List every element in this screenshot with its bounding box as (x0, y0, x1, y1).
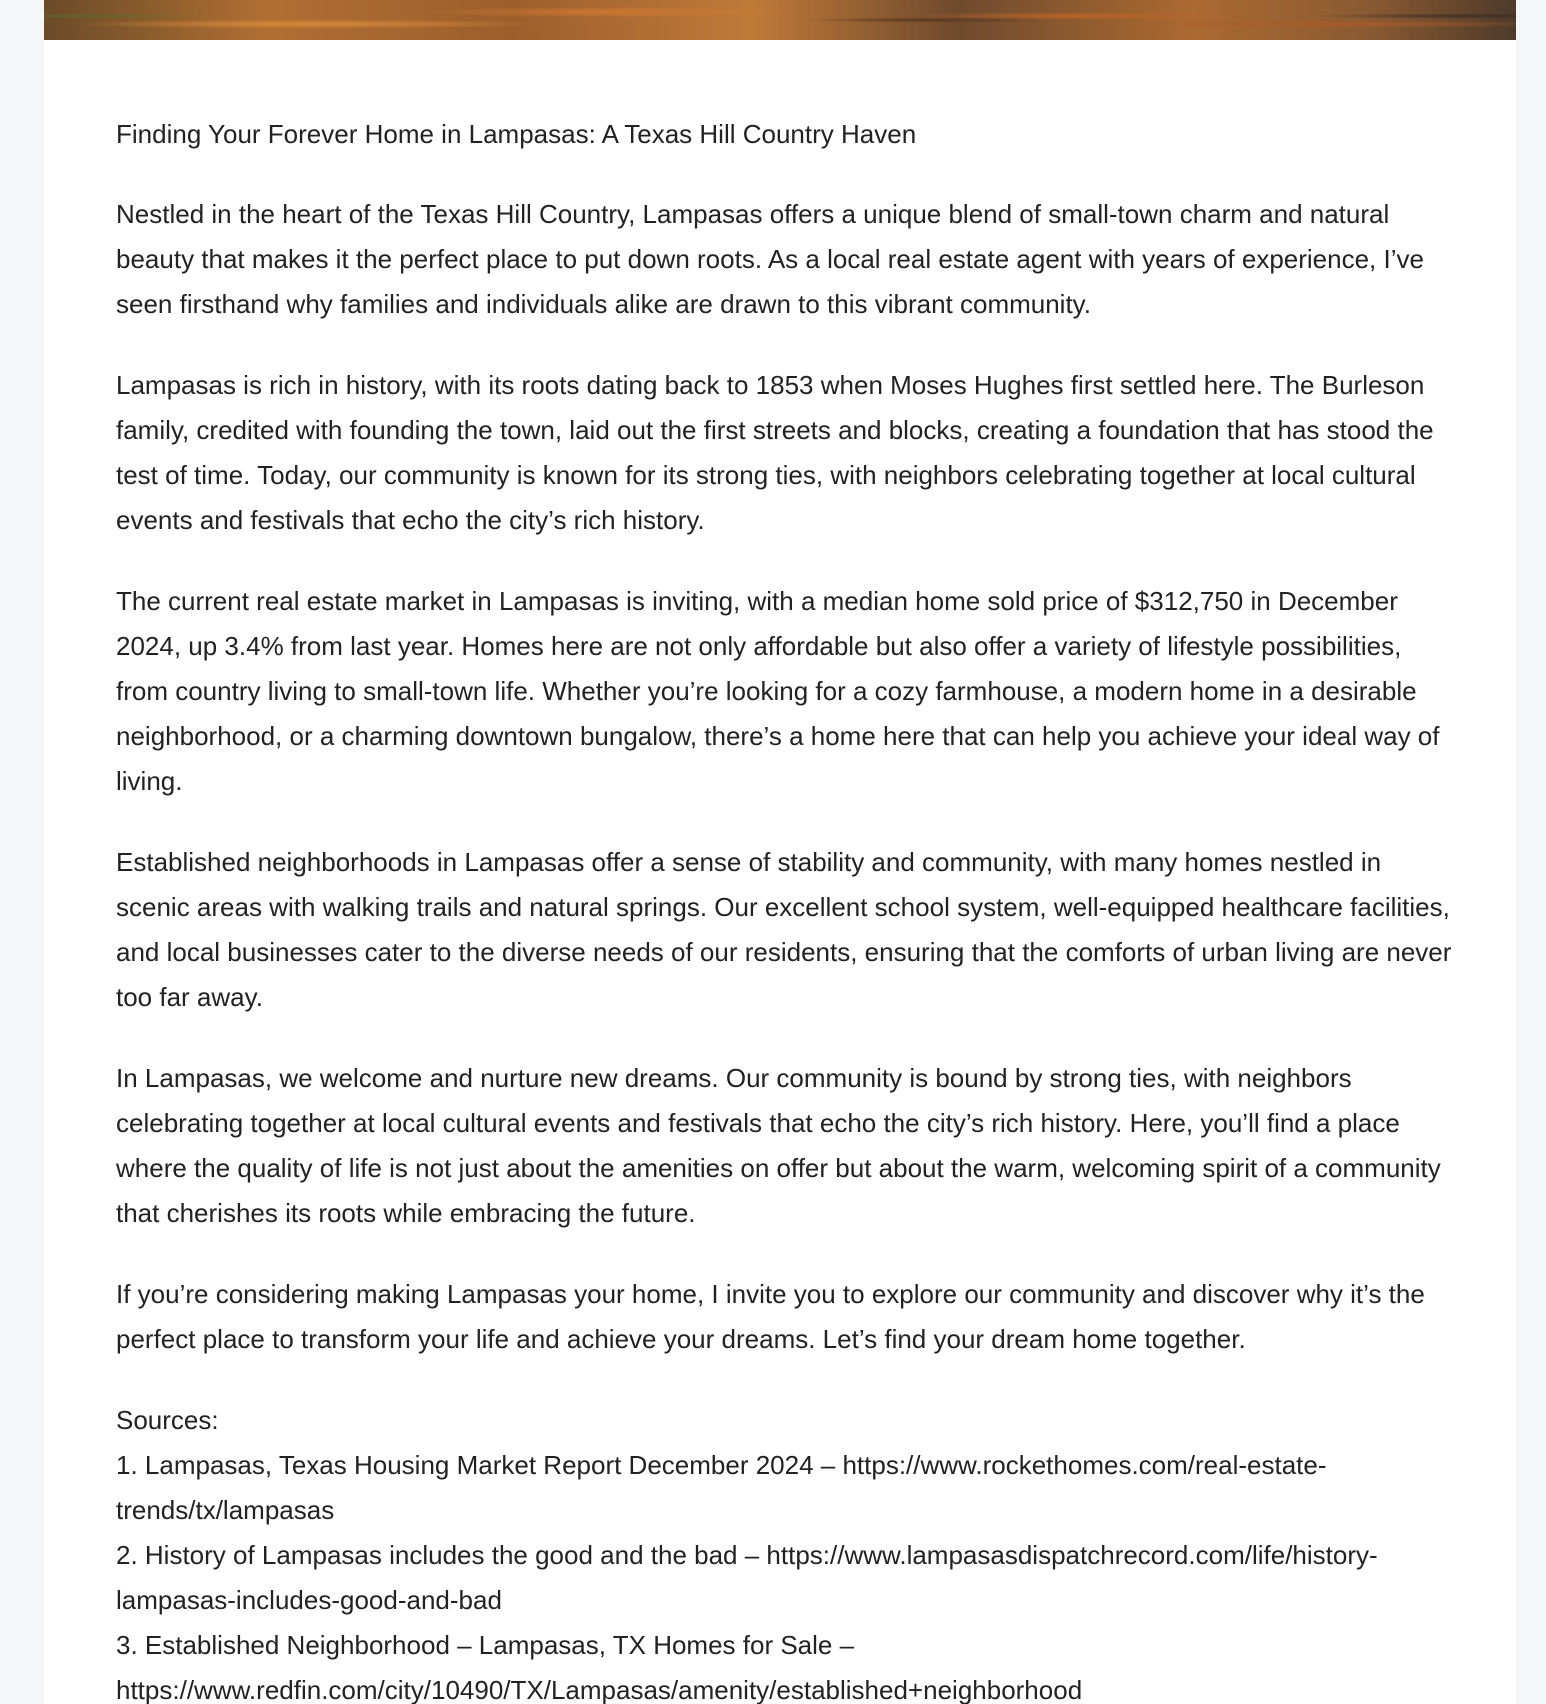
article-paragraph-neighborhoods: Established neighborhoods in Lampasas offer a sense of stability and community, with many homes nestled in scenic areas with walking trails and natural springs. Our excellent school system, well-equipped healthcare facilities, and local businesses cater to the diverse needs of our residents, ensuring that the comforts of urban living are never too far away. (116, 847, 1452, 1012)
source-item: 1. Lampasas, Texas Housing Market Report December 2024 – https://www.rockethomes.com/real-estate-trends/tx/lampasas (116, 1450, 1327, 1525)
article-paragraph-closing: If you’re considering making Lampasas your home, I invite you to explore our community and discover why it’s the perfect place to transform your life and achieve your dreams. Let’s find your dream home together. (116, 1279, 1425, 1354)
article-paragraph-intro: Nestled in the heart of the Texas Hill Country, Lampasas offers a unique blend of small-town charm and natural beauty that makes it the perfect place to put down roots. As a local real estate agent with years of experience, I’ve seen firsthand why families and individuals alike are drawn to this vibrant community. (116, 199, 1424, 319)
article-paragraph-community: In Lampasas, we welcome and nurture new dreams. Our community is bound by strong ties, with neighbors celebrating together at local cultural events and festivals that echo the city’s rich history. Here, you’ll find a place where the quality of life is not just about the amenities on offer but about the warm, welcoming spirit of a community that cherishes its roots while embracing the future. (116, 1063, 1441, 1228)
article-paragraph-history: Lampasas is rich in history, with its roots dating back to 1853 when Moses Hughes first settled here. The Burleson family, credited with founding the town, laid out the first streets and blocks, creating a foundation that has stood the test of time. Today, our community is known for its strong ties, with neighbors celebrating together at local cultural events and festivals that echo the city’s rich history. (116, 370, 1434, 535)
article-body (116, 112, 1452, 1704)
source-item: 3. Established Neighborhood – Lampasas, TX Homes for Sale – https://www.redfin.com/city/10490/TX/Lampasas/amenity/established+neighborhood (116, 1630, 1083, 1704)
article-paragraph-market: The current real estate market in Lampasas is inviting, with a median home sold price of $312,750 in December 2024, up 3.4% from last year. Homes here are not only affordable but also offer a variety of lifestyle possibilities, from country living to small-town life. Whether you’re looking for a cozy farmhouse, a modern home in a desirable neighborhood, or a charming downtown bungalow, there’s a home here that can help you achieve your ideal way of living. (116, 586, 1440, 796)
hero-image (44, 0, 1516, 40)
article-page (44, 0, 1516, 1704)
sources-heading: Sources: (116, 1405, 219, 1435)
article-title: Finding Your Forever Home in Lampasas: A Texas Hill Country Haven (116, 119, 917, 149)
source-item: 2. History of Lampasas includes the good and the bad – https://www.lampasasdispatchrecord.com/life/history-lampasas-includes-good-and-bad (116, 1540, 1378, 1615)
sources-list (116, 1398, 1452, 1704)
